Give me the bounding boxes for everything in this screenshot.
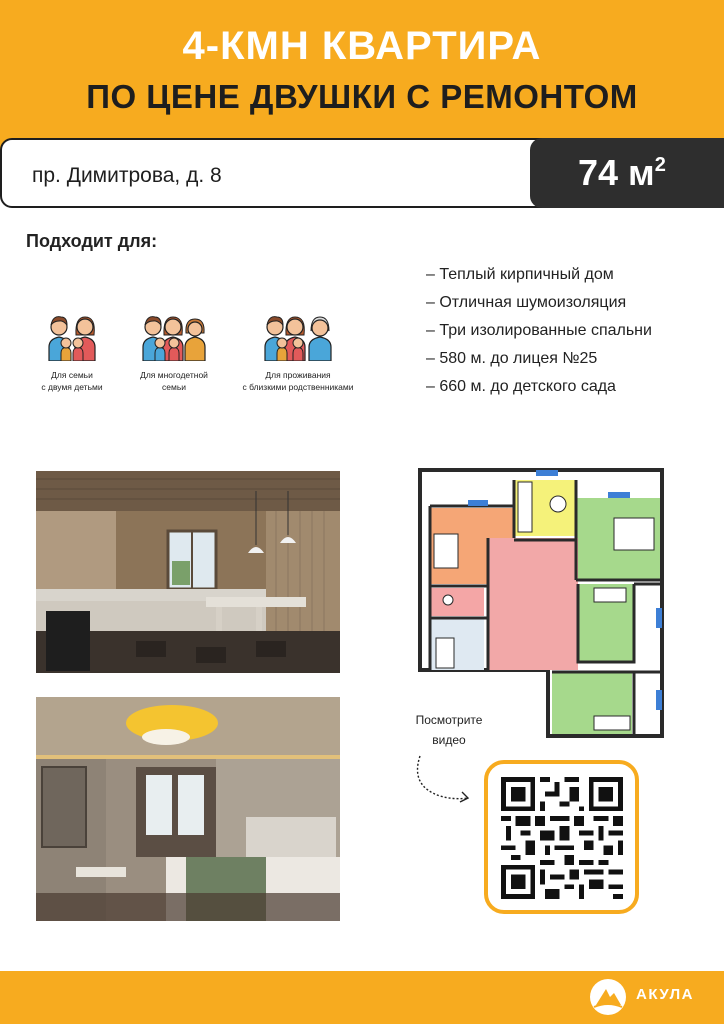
feature-item: – 660 м. до детского сада xyxy=(426,378,616,395)
feature-item: – Три изолированные спальни xyxy=(426,322,652,339)
family-large-label xyxy=(130,369,218,393)
brand-name: АКУЛА xyxy=(636,986,694,1003)
features-list xyxy=(426,261,652,401)
area-unit-sup: 2 xyxy=(654,154,666,176)
area-text xyxy=(578,152,666,194)
family-relatives-label-1: Для проживания xyxy=(265,370,331,380)
family-two-kids-icon xyxy=(45,305,99,361)
title-line-2: ПО ЦЕНЕ ДВУШКИ С РЕМОНТОМ xyxy=(86,78,638,115)
qr-code-icon[interactable] xyxy=(501,777,623,899)
video-caption-line-1: Посмотрите xyxy=(415,713,483,727)
bedroom-photo xyxy=(36,697,340,921)
address-bar xyxy=(0,138,724,208)
video-caption xyxy=(404,710,494,750)
family-two-kids-label-2: с двумя детьми xyxy=(41,382,103,392)
suitable-title: Подходит для: xyxy=(26,231,158,251)
family-large xyxy=(130,305,218,393)
family-relatives-label-2: с близкими родственниками xyxy=(242,382,354,392)
header-banner xyxy=(0,0,724,150)
title-line-1: 4-КМН КВАРТИРА xyxy=(182,24,542,68)
family-two-kids-label xyxy=(30,369,114,393)
family-relatives-label xyxy=(226,369,370,393)
floor-plan xyxy=(418,468,664,738)
address-box xyxy=(0,138,560,208)
area-box xyxy=(530,138,724,208)
address-text: пр. Димитрова, д. 8 xyxy=(32,164,222,187)
family-large-label-1: Для многодетной xyxy=(140,370,208,380)
arrow-icon xyxy=(410,752,474,808)
family-two-kids xyxy=(30,305,114,393)
family-two-kids-label-1: Для семьи xyxy=(51,370,93,380)
feature-item: – Теплый кирпичный дом xyxy=(426,266,614,283)
family-large-label-2: семьи xyxy=(162,382,186,392)
family-relatives-icon xyxy=(263,305,333,361)
feature-item: – Отличная шумоизоляция xyxy=(426,294,627,311)
shark-logo-icon xyxy=(588,977,628,1017)
feature-item: – 580 м. до лицея №25 xyxy=(426,350,598,367)
family-large-icon xyxy=(141,305,207,361)
video-caption-line-2: видео xyxy=(432,733,466,747)
qr-code-frame[interactable] xyxy=(484,760,639,914)
kitchen-photo xyxy=(36,471,340,673)
area-value: 74 м xyxy=(578,152,655,193)
family-relatives xyxy=(226,305,370,393)
